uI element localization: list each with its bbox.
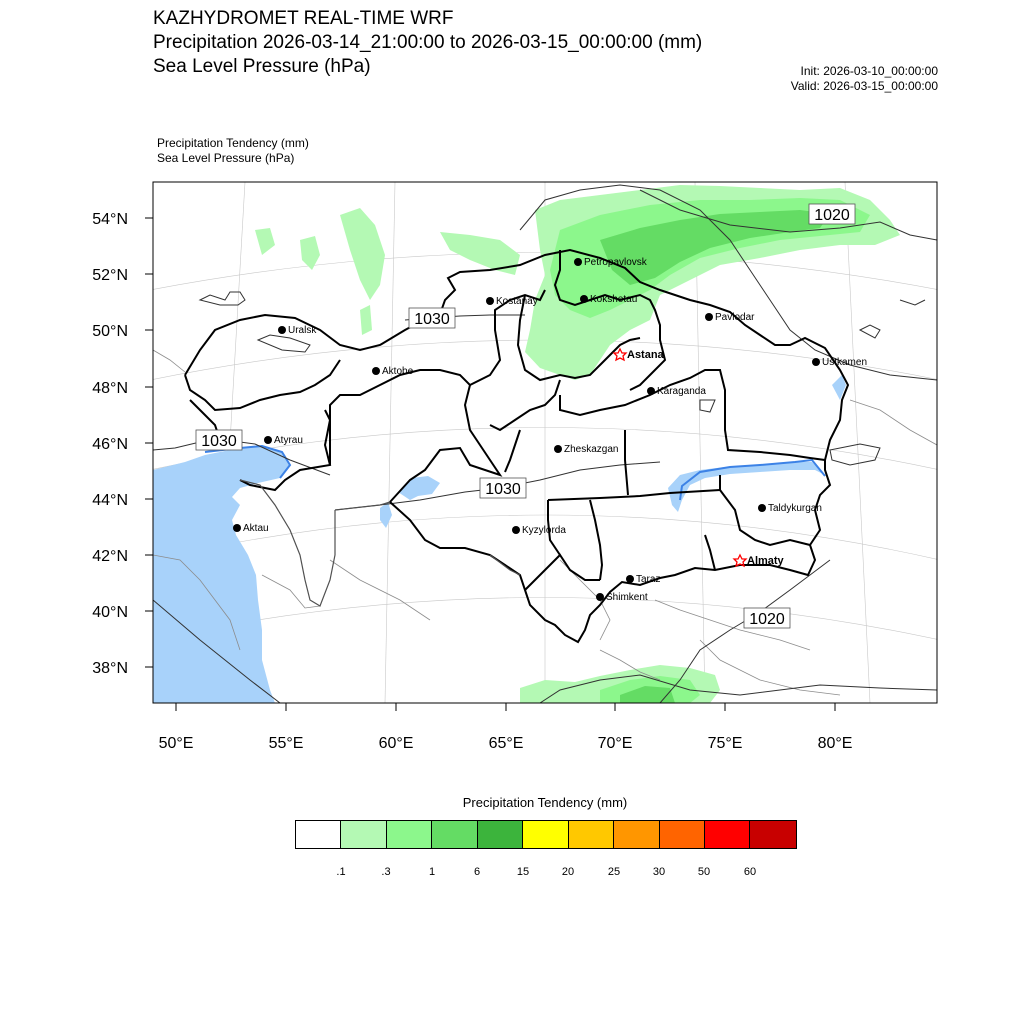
- city-label: Kokshetau: [590, 294, 638, 305]
- capital-star-icon: [734, 555, 746, 566]
- colorbar-label: 6: [473, 866, 481, 878]
- city-label: Petropavlovsk: [584, 257, 647, 268]
- city-label: Karaganda: [657, 386, 706, 397]
- city-label: Kyzylorda: [522, 525, 566, 536]
- city-label: Aktobe: [382, 366, 414, 377]
- city-label: Taldykurgan: [768, 503, 822, 514]
- lon-label: 70°E: [597, 735, 633, 752]
- isobar-label: 1020: [814, 207, 850, 224]
- title-line-3: Sea Level Pressure (hPa): [153, 56, 371, 77]
- colorbar-title: Precipitation Tendency (mm): [462, 795, 628, 810]
- colorbar-label: 1: [428, 866, 436, 878]
- valid-time: Valid: 2026-03-15_00:00:00: [790, 79, 938, 93]
- outer-borders: [240, 480, 520, 606]
- colorbar-box: [705, 821, 750, 848]
- aral-sea: [398, 476, 440, 500]
- capital-star-icon: [614, 349, 626, 360]
- colorbar-box: [478, 821, 523, 848]
- lon-label: 55°E: [268, 735, 304, 752]
- colorbar-label: 60: [743, 866, 757, 878]
- lat-label: 38°N: [92, 660, 128, 677]
- lon-label: 50°E: [158, 735, 194, 752]
- colorbar-label: .1: [336, 866, 346, 878]
- colorbar-box: [569, 821, 614, 848]
- colorbar-box: [750, 821, 795, 848]
- lat-label: 44°N: [92, 492, 128, 509]
- colorbar-label: 20: [561, 866, 575, 878]
- colorbar-label: 15: [516, 866, 530, 878]
- lat-label: 50°N: [92, 323, 128, 340]
- colorbar-box: [614, 821, 659, 848]
- city-label: Uralsk: [288, 325, 317, 336]
- lat-label: 52°N: [92, 267, 128, 284]
- title-line-1: KAZHYDROMET REAL-TIME WRF: [153, 8, 454, 29]
- city-label: Shimkent: [606, 592, 648, 603]
- colorbar-label: 30: [652, 866, 666, 878]
- lon-label: 75°E: [707, 735, 743, 752]
- latitude-labels: [92, 211, 128, 677]
- colorbar: [295, 820, 797, 849]
- city-label: Atyrau: [274, 435, 303, 446]
- map-subtitle-2: Sea Level Pressure (hPa): [157, 151, 295, 165]
- lat-label: 48°N: [92, 380, 128, 397]
- isobar-label: 1030: [201, 433, 237, 450]
- city-label: Ustkamen: [822, 357, 868, 368]
- lat-label: 46°N: [92, 436, 128, 453]
- lon-label: 60°E: [378, 735, 414, 752]
- colorbar-box: [296, 821, 341, 848]
- isobar-label: 1030: [485, 481, 521, 498]
- city-label: Aktau: [243, 523, 269, 534]
- colorbar-box: [660, 821, 705, 848]
- lon-label: 80°E: [817, 735, 853, 752]
- init-time: Init: 2026-03-10_00:00:00: [800, 64, 938, 78]
- city-label: Zheskazgan: [564, 444, 619, 455]
- capital-label: Astana: [627, 349, 664, 361]
- lat-label: 42°N: [92, 548, 128, 565]
- capital-label: Almaty: [747, 555, 784, 567]
- city-label: Pavlodar: [715, 312, 755, 323]
- city-label: Taraz: [636, 574, 661, 585]
- lat-label: 40°N: [92, 604, 128, 621]
- colorbar-label: 50: [697, 866, 711, 878]
- colorbar-box: [432, 821, 477, 848]
- isobar-label: 1020: [749, 611, 785, 628]
- city-label: Kostanay: [496, 296, 538, 307]
- title-line-2: Precipitation 2026-03-14_21:00:00 to 2026-03-15_00:00:00 (mm): [153, 32, 703, 53]
- lon-label: 65°E: [488, 735, 524, 752]
- colorbar-label: 25: [607, 866, 621, 878]
- isobar-label: 1030: [414, 311, 450, 328]
- longitude-labels: [159, 735, 853, 752]
- colorbar-box: [523, 821, 568, 848]
- colorbar-box: [341, 821, 386, 848]
- colorbar-label: .3: [381, 866, 391, 878]
- colorbar-box: [387, 821, 432, 848]
- caspian-sea: [153, 446, 290, 703]
- map-subtitle-1: Precipitation Tendency (mm): [157, 136, 309, 150]
- lat-label: 54°N: [92, 211, 128, 228]
